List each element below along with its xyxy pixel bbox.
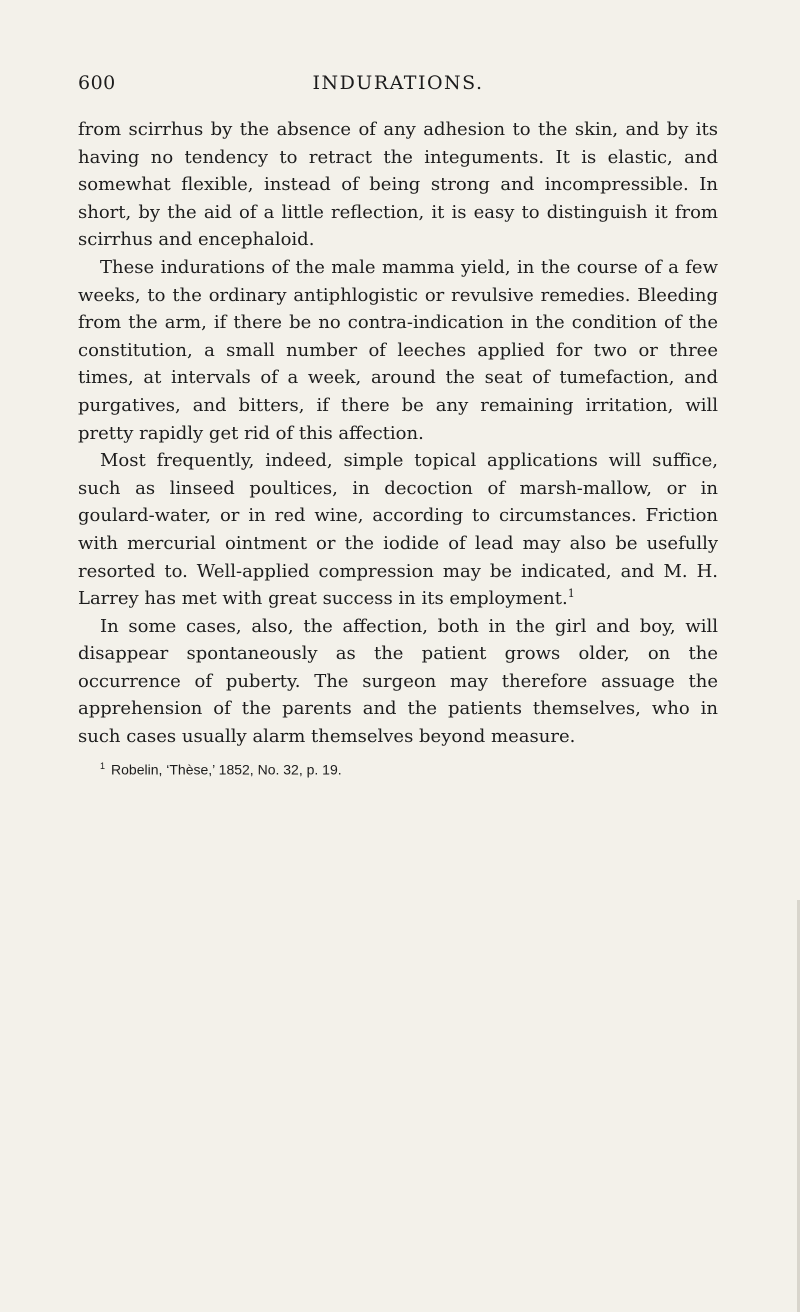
footnote-text: Robelin, ‘Thèse,’ 1852, No. 32, p. 19. xyxy=(111,761,342,778)
footnote-marker: 1 xyxy=(100,760,106,771)
paragraph-topical-text: Most frequently, indeed, simple topical applications will suffice, such as linseed poultices, in decoction of marsh-mallow, or in goulard-water, or in red wine, according to circumstances. Friction with mercurial ointment or the iodide of lead may also be usefully resorted to. Well-applied compression may be indicated, and M. H. Larrey has met with great success in its employment. xyxy=(78,450,718,610)
book-page xyxy=(78,72,718,778)
paragraph-treatment: These indurations of the male mamma yield, in the course of a few weeks, to the ordinary antiphlogistic or revulsive remedies. Bleeding from the arm, if there be no contra-indication in the condition of the constitution, a small number of leeches applied for two or three times, at intervals of a week, around the seat of tumefaction, and purgatives, and bitters, if there be any remaining irritation, will pretty rapidly get rid of this affection. xyxy=(78,256,718,444)
body-text xyxy=(78,116,718,751)
running-head xyxy=(78,72,718,106)
running-title: INDURATIONS. xyxy=(312,72,484,94)
paragraph-topical-applications xyxy=(78,447,718,613)
paragraph-continued: from scirrhus by the absence of any adhesion to the skin, and by its having no tendency to retract the integuments. It is elastic, and somewhat flexible, instead of being strong and incompressible. In short, by the aid of a little reflection, it is easy to distinguish it from scirrhus and encephaloid. xyxy=(78,119,718,251)
footnote xyxy=(78,757,718,779)
footnote-reference: 1 xyxy=(567,587,575,601)
paragraph-spontaneous-resolution: In some cases, also, the affection, both in the girl and boy, will disappear spontaneously as the patient grows older, on the occurrence of puberty. The surgeon may therefore assuage the apprehension of the parents and the patients themselves, who in such cases usually alarm themselves beyond measure. xyxy=(78,615,718,748)
page-number: 600 xyxy=(78,72,116,94)
